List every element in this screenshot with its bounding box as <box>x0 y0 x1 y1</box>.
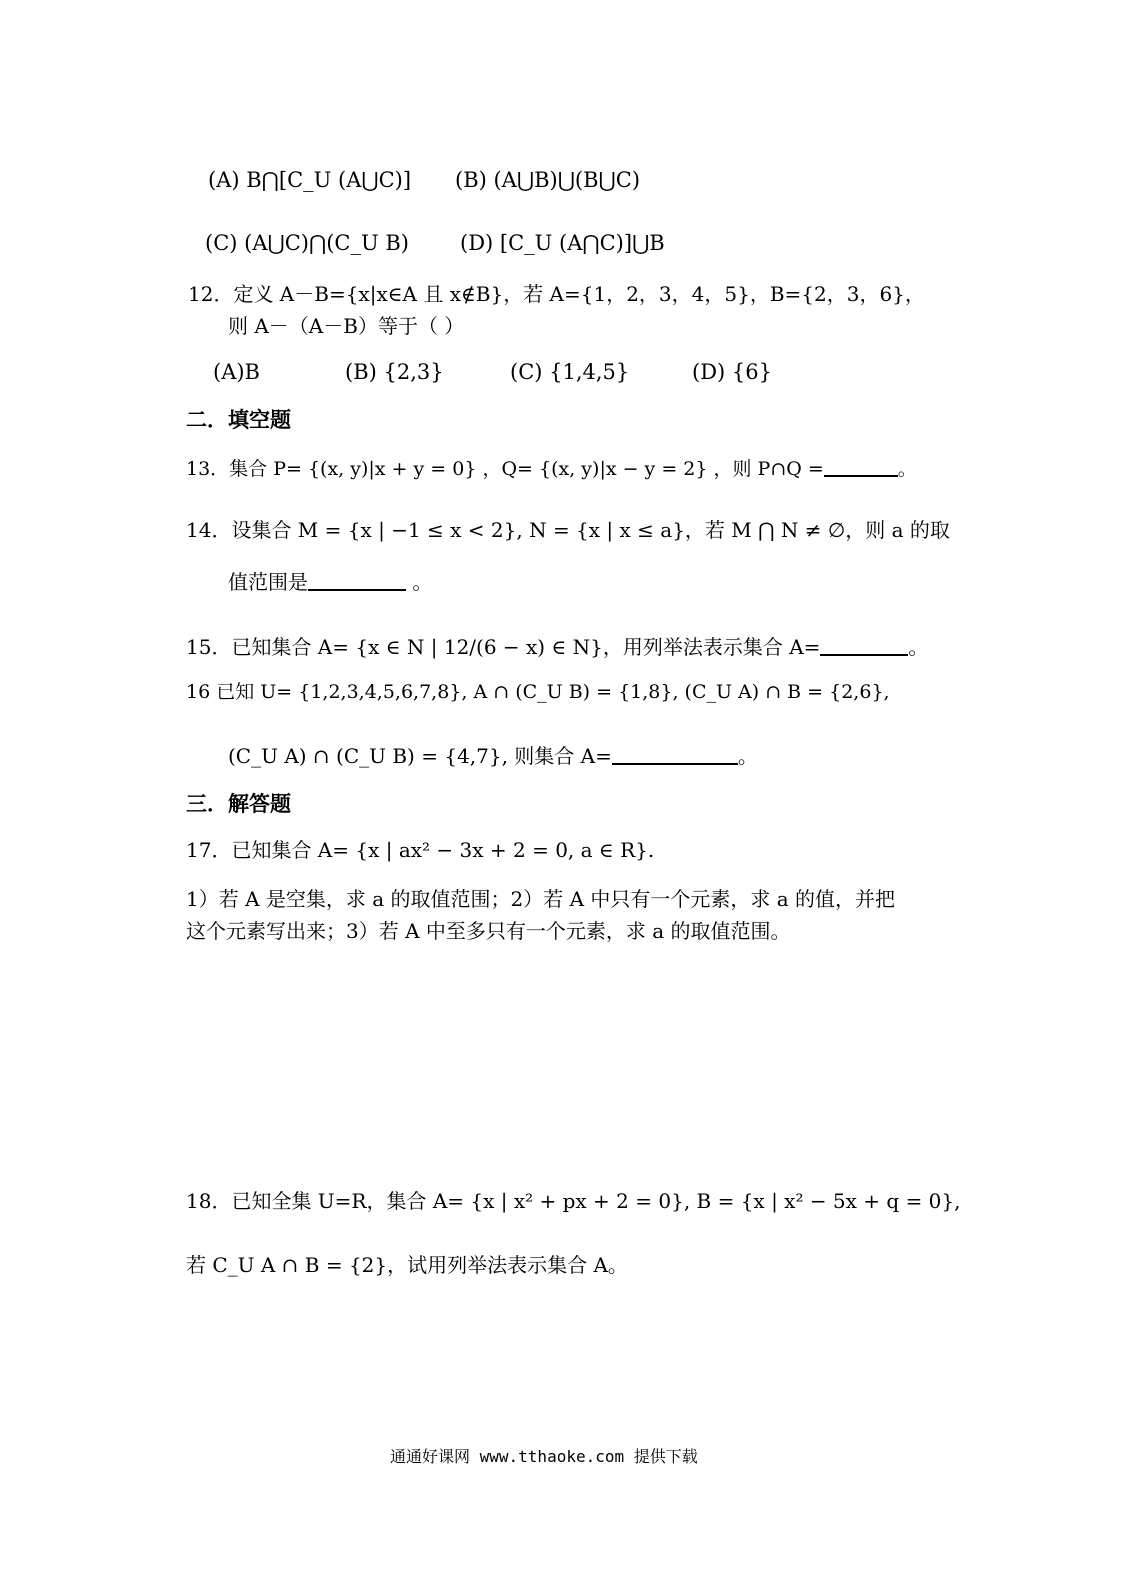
page-footer: 通通好课网 www.tthaoke.com 提供下载 <box>390 1447 698 1466</box>
q16-answer-blank <box>612 741 738 765</box>
q15-line <box>186 632 928 661</box>
q13-answer-blank <box>824 453 898 477</box>
q16-end: 。 <box>737 744 758 768</box>
q11-option-c: (C) (A⋃C)⋂(C_U B) <box>205 231 409 255</box>
q17-line2: 1）若 A 是空集，求 a 的取值范围；2）若 A 中只有一个元素，求 a 的值，并把 <box>186 887 896 911</box>
q17-line3: 这个元素写出来；3）若 A 中至多只有一个元素，求 a 的取值范围。 <box>186 919 791 943</box>
q16-line2 <box>228 741 758 770</box>
q12-line1: 12．定义 A－B={x|x∈A 且 x∉B}，若 A={1，2，3，4，5}，B={2，3，6}， <box>188 282 925 306</box>
q12-option-d: (D) {6} <box>692 360 772 384</box>
q13-text: 13．集合 P= {(x, y)|x + y = 0} ，Q= {(x, y)|x − y = 2} ，则 P∩Q = <box>186 458 824 480</box>
q12-line2: 则 A－（A－B）等于（ ） <box>228 314 465 338</box>
q14-line2 <box>228 567 432 596</box>
q13-line <box>186 453 917 483</box>
q17-line1: 17．已知集合 A= {x | ax² − 3x + 2 = 0, a ∈ R}. <box>186 838 655 862</box>
q11-option-d: (D) [C_U (A⋂C)]⋃B <box>460 231 665 255</box>
q12-option-b: (B) {2,3} <box>345 360 444 384</box>
section-answer-heading: 三．解答题 <box>186 791 291 816</box>
q13-end: 。 <box>897 458 917 480</box>
q15-text: 15．已知集合 A= {x ∈ N | 12/(6 − x) ∈ N}，用列举法表示集合 A= <box>186 635 821 659</box>
q15-end: 。 <box>908 635 929 659</box>
q16-line1: 16 已知 U= {1,2,3,4,5,6,7,8}, A ∩ (C_U B) = {1,8}, (C_U A) ∩ B = {2,6}, <box>186 681 890 703</box>
q11-option-a: (A) B⋂[C_U (A⋃C)] <box>208 168 412 192</box>
q12-option-a: (A)B <box>213 360 260 384</box>
q14-line1: 14．设集合 M = {x | −1 ≤ x < 2}, N = {x | x ≤ a}，若 M ⋂ N ≠ ∅，则 a 的取 <box>186 518 950 542</box>
q14-text: 值范围是 <box>228 570 308 594</box>
q14-end: 。 <box>406 570 433 594</box>
q12-option-c: (C) {1,4,5} <box>510 360 630 384</box>
q16-text: (C_U A) ∩ (C_U B) = {4,7}, 则集合 A= <box>228 744 612 768</box>
section-fill-in-heading: 二．填空题 <box>186 407 291 432</box>
q11-option-b: (B) (A⋃B)⋃(B⋃C) <box>455 168 641 192</box>
q18-line2: 若 C_U A ∩ B = {2}，试用列举法表示集合 A。 <box>186 1253 628 1277</box>
q15-answer-blank <box>820 632 908 656</box>
q14-answer-blank <box>308 567 406 591</box>
q18-line1: 18．已知全集 U=R，集合 A= {x | x² + px + 2 = 0}, B = {x | x² − 5x + q = 0}, <box>186 1189 961 1213</box>
